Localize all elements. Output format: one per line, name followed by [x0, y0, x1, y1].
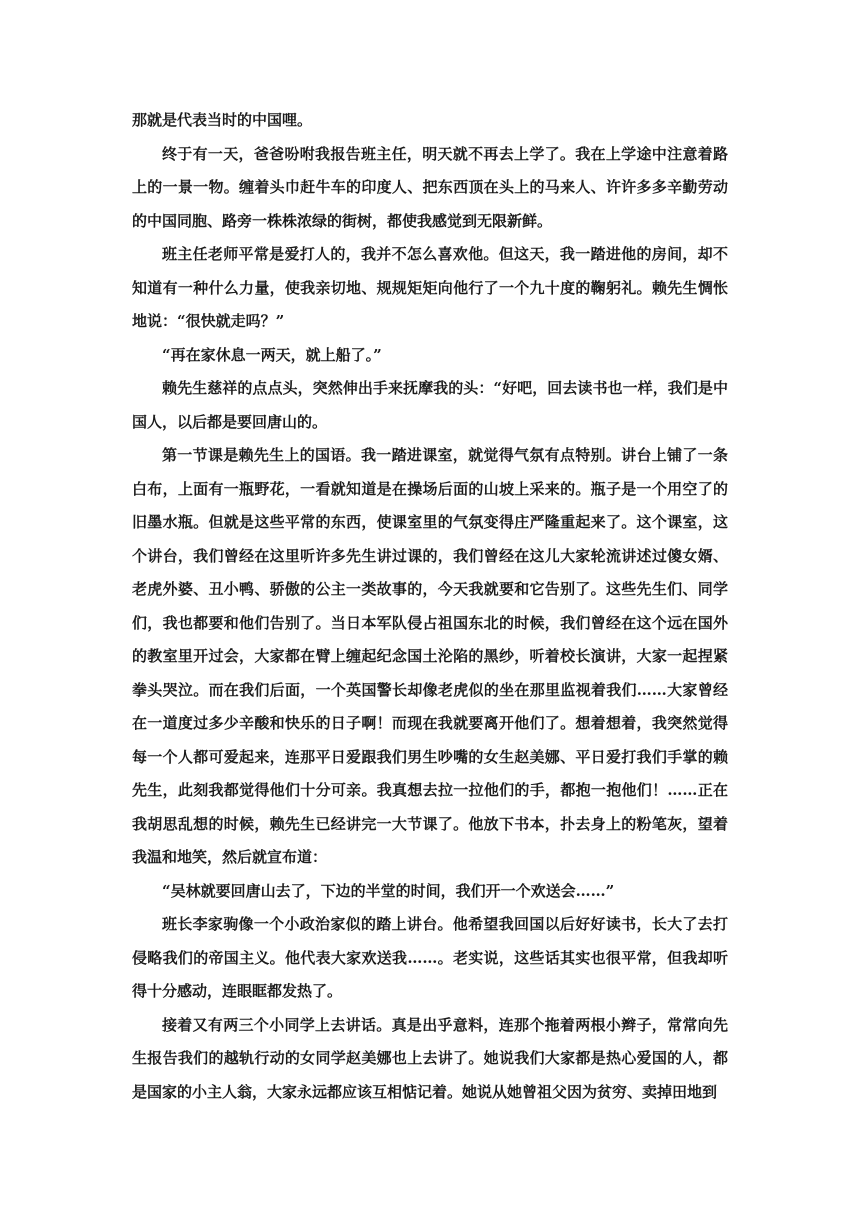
document-page — [132, 104, 728, 1109]
paragraph: 那就是代表当时的中国哩。 — [132, 111, 313, 129]
paragraph: 终于有一天，爸爸吩咐我报告班主任，明天就不再去上学了。我在上学途中注意着路上的一景一物。缠着头巾赶牛车的印度人、把东西顶在头上的马来人、许许多多辛勤劳动的中国同胞、路旁一株株浓绿的街树，都使我感觉到无限新鲜。 — [132, 144, 728, 230]
paragraph: 赖先生慈祥的点点头，突然伸出手来抚摩我的头：“好吧，回去读书也一样，我们是中国人，以后都是要回唐山的。 — [132, 379, 728, 431]
paragraph: 接着又有两三个小同学上去讲话。真是出乎意料，连那个拖着两根小辫子，常常向先生报告我们的越轨行动的女同学赵美娜也上去讲了。她说我们大家都是热心爱国的人，都是国家的小主人翁，大家永远都应该互相惦记着。她说从她曾祖父因为贫穷、卖掉田地到 — [132, 1015, 728, 1101]
paragraph: 第一节课是赖先生上的国语。我一踏进课室，就觉得气氛有点特别。讲台上铺了一条白布，上面有一瓶野花，一看就知道是在操场后面的山坡上采来的。瓶子是一个用空了的旧墨水瓶。但就是这些平常的东西，使课室里的气氛变得庄严隆重起来了。这个课室，这个讲台，我们曾经在这里听许多先生讲过课的，我们曾经在这儿大家轮流讲述过傻女婿、老虎外婆、丑小鸭、骄傲的公主一类故事的，今天我就要和它告别了。这些先生们、同学们，我也都要和他们告别了。当日本军队侵占祖国东北的时候，我们曾经在这个远在国外的教室里开过会，大家都在臂上缠起纪念国土沦陷的黑纱，听着校长演讲，大家一起捏紧拳头哭泣。而在我们后面，一个英国警长却像老虎似的坐在那里监视着我们……大家曾经在一道度过多少辛酸和快乐的日子啊！而现在我就要离开他们了。想着想着，我突然觉得每一个人都可爱起来，连那平日爱跟我们男生吵嘴的女生赵美娜、平日爱打我们手掌的赖先生，此刻我都觉得他们十分可亲。我真想去拉一拉他们的手，都抱一抱他们！……正在我胡思乱想的时候，赖先生已经讲完一大节课了。他放下书本，扑去身上的粉笔灰，望着我温和地笑，然后就宣布道： — [132, 446, 728, 866]
paragraph: 班长李家驹像一个小政治家似的踏上讲台。他希望我回国以后好好读书，长大了去打侵略我们的帝国主义。他代表大家欢送我……。老实说，这些话其实也很平常，但我却听得十分感动，连眼眶都发热了。 — [132, 915, 728, 1000]
paragraph: “吴林就要回唐山去了，下边的半堂的时间，我们开一个欢送会……” — [162, 881, 615, 900]
paragraph: “再在家休息一两天，就上船了。” — [162, 345, 382, 364]
paragraph: 班主任老师平常是爱打人的，我并不怎么喜欢他。但这天，我一踏进他的房间，却不知道有一种什么力量，使我亲切地、规规矩矩向他行了一个九十度的鞠躬礼。赖先生惆怅地说：“很快就走吗？” — [132, 245, 728, 330]
